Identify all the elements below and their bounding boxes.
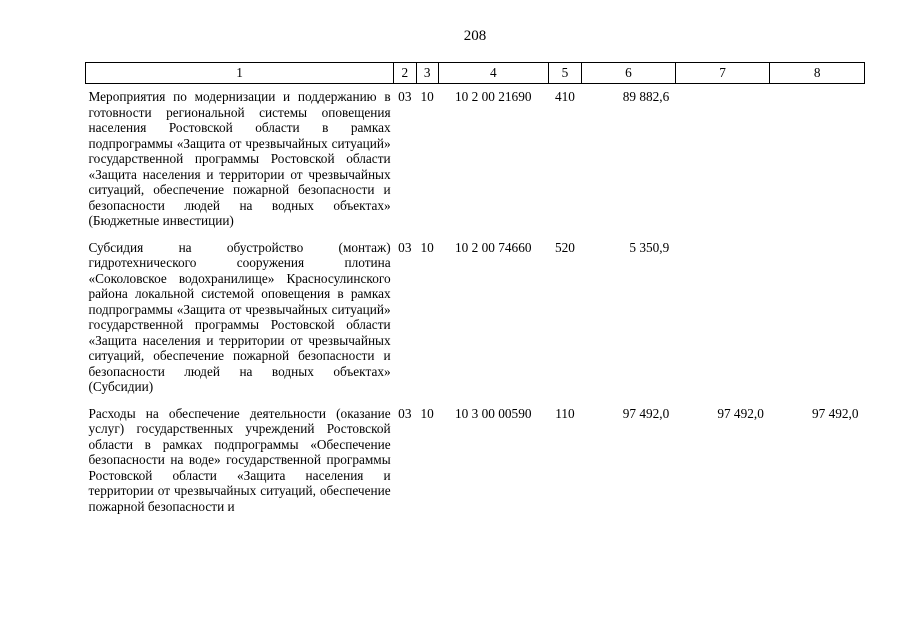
- row-subsection: 10: [420, 405, 434, 421]
- row-amount-1: 97 492,0: [622, 405, 670, 421]
- row-description: Субсидия на обустройство (монтаж) гидротехнического сооружения плотина «Соколовское водохранилище» Красносулинского района локальной системой оповещения в рамках подпрограммы «Защита от чрезвычайных ситуаций» государственной программы Ростовской области «Защита населения и территории от чрезвычайных ситуаций, обеспечение пожарной безопасности и безопасности людей на водных объектах» (Субсидии): [88, 239, 391, 394]
- header-col-7: 7: [675, 63, 770, 84]
- row-amount-3: 97 492,0: [811, 405, 859, 421]
- row-target-code: 10 2 00 74660: [455, 239, 532, 255]
- header-col-8: 8: [770, 63, 865, 84]
- row-subsection: 10: [420, 89, 434, 104]
- row-description: Расходы на обеспечение деятельности (оказание услуг) государственных учреждений Ростовской области в рамках подпрограммы «Обеспечение безопасности на воде» государственной программы Ростовской области «Защита населения и территории от чрезвычайных ситуаций, обеспечение пожарной безопасности и: [88, 405, 391, 514]
- row-description: Мероприятия по модернизации и поддержанию в готовности региональной системы оповещения населения Ростовской области в рамках подпрограммы «Защита от чрезвычайных ситуаций» государственной программы Ростовской области «Защита населения и территории от чрезвычайных ситуаций, обеспечение пожарной безопасности и безопасности людей на водных объектах» (Бюджетные инвестиции): [88, 89, 391, 228]
- row-amount-1: 5 350,9: [629, 239, 670, 255]
- row-target-code: 10 2 00 21690: [455, 89, 532, 104]
- table-row: [86, 401, 865, 521]
- row-amount-2: 97 492,0: [717, 405, 764, 421]
- budget-table: [85, 62, 865, 520]
- page-number: 208: [463, 28, 487, 44]
- header-col-4: 4: [438, 63, 548, 84]
- table-row: [86, 84, 865, 235]
- table-row: [86, 235, 865, 401]
- row-amount-2: [675, 235, 770, 401]
- header-col-1: 1: [86, 63, 394, 84]
- row-section: 03: [398, 405, 412, 421]
- row-amount-3: [770, 235, 865, 401]
- table-header-row: [86, 63, 865, 84]
- header-col-3: 3: [416, 63, 438, 84]
- row-expense-type: 110: [555, 405, 575, 421]
- header-col-5: 5: [548, 63, 582, 84]
- row-amount-1: 89 882,6: [622, 89, 670, 104]
- row-subsection: 10: [420, 239, 434, 255]
- header-col-6: 6: [582, 63, 676, 84]
- row-section: 03: [398, 89, 412, 104]
- row-amount-3: [770, 84, 865, 235]
- row-amount-2: [675, 84, 770, 235]
- header-col-2: 2: [394, 63, 416, 84]
- row-target-code: 10 3 00 00590: [455, 405, 532, 421]
- row-expense-type: 410: [554, 89, 575, 104]
- row-expense-type: 520: [554, 239, 575, 255]
- row-section: 03: [398, 239, 412, 255]
